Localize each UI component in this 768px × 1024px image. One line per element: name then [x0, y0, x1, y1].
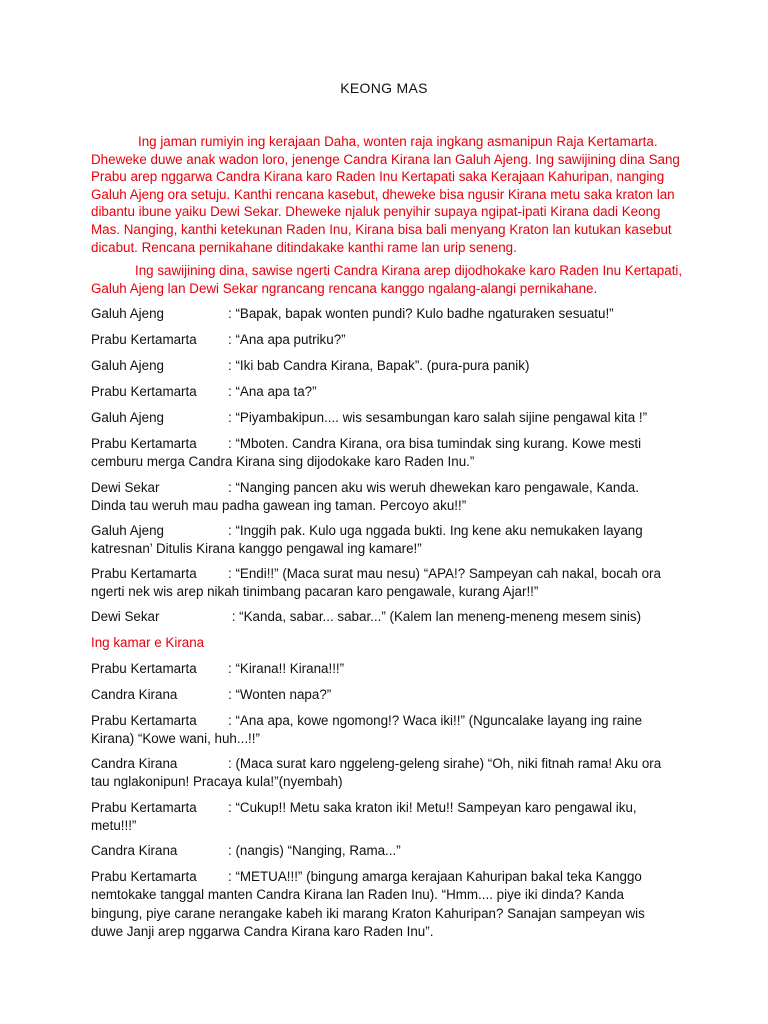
speaker-name: Candra Kirana — [91, 687, 178, 702]
speaker-name: Prabu Kertamarta — [91, 661, 197, 676]
dialogue-line — [91, 686, 691, 704]
dialogue-line — [91, 357, 691, 375]
dialogue-continuation: metu!!!” — [91, 818, 137, 834]
speaker-name: Prabu Kertamarta — [91, 436, 197, 451]
dialogue-text: : “Ana apa ta?” — [228, 384, 317, 399]
dialogue-text: : “Ana apa putriku?” — [228, 332, 346, 347]
speaker-name: Candra Kirana — [91, 843, 178, 858]
speaker-name: Galuh Ajeng — [91, 358, 164, 373]
speaker-name: Dewi Sekar — [91, 480, 160, 495]
dialogue-continuation: Dinda tau weruh mau padha gawean ing taman. Percoyo aku!!” — [91, 498, 467, 514]
speaker-name: Galuh Ajeng — [91, 306, 164, 321]
dialogue-text: : “Kirana!! Kirana!!!” — [228, 661, 345, 676]
dialogue-continuation: nemtokake tanggal manten Candra Kirana lan Raden Inu). “Hmm.... piye iki dinda? Kanda — [91, 887, 624, 903]
dialogue-line — [91, 712, 691, 749]
speaker-name: Prabu Kertamarta — [91, 566, 197, 581]
dialogue-continuation: cemburu merga Candra Kirana sing dijodokake karo Raden Inu.” — [91, 454, 475, 470]
dialogue-line — [91, 565, 691, 602]
dialogue-continuation: katresnan’ Ditulis Kirana kanggo pengawal ing kamare!” — [91, 541, 422, 557]
dialogue-continuation: Kirana) “Kowe wani, huh...!!” — [91, 731, 260, 747]
speaker-name: Galuh Ajeng — [91, 410, 164, 425]
dialogue-line — [91, 799, 691, 836]
dialogue-line — [91, 479, 691, 516]
dialogue-text: : (nangis) “Nanging, Rama...” — [228, 843, 401, 858]
dialogue-text: : “Bapak, bapak wonten pundi? Kulo badhe ngaturaken sesuatu!” — [228, 306, 614, 321]
dialogue-text: : “Cukup!! Metu saka kraton iki! Metu!! Sampeyan karo pengawal iku, — [228, 800, 637, 815]
dialogue-line — [91, 842, 691, 860]
dialogue-text: : “METUA!!!” (bingung amarga kerajaan Kahuripan bakal teka Kanggo — [228, 869, 642, 884]
dialogue-continuation: duwe Janji arep nggarwa Candra Kirana karo Raden Inu”. — [91, 924, 434, 940]
speaker-name: Prabu Kertamarta — [91, 384, 197, 399]
speaker-name: Galuh Ajeng — [91, 523, 164, 538]
dialogue-text: : (Maca surat karo nggeleng-geleng sirahe) “Oh, niki fitnah rama! Aku ora — [228, 756, 662, 771]
dialogue-line — [91, 660, 691, 678]
intro-paragraph-1: Ing jaman rumiyin ing kerajaan Daha, wonten raja ingkang asmanipun Raja Kertamarta. Dheweke duwe anak wadon loro, jenenge Candra Kirana lan Galuh Ajeng. Ing sawijining dina Sang Prabu arep nggarwa Candra Kirana karo Raden Inu Kertapati saka Kerajaan Kahuripan, nanging Galuh Ajeng ora setuju. Kanthi rencana kasebut, dheweke bisa ngusir Kirana metu saka kraton lan dibantu ibune yaiku Dewi Sekar. Dheweke njaluk penyihir supaya ngipat-ipati Kirana dadi Keong Mas. Nanging, kanthi ketekunan Raden Inu, Kirana bisa bali menyang Kraton lan kutukan kasebut dicabut. Rencana pernikahane ditindakake kanthi rame lan urip seneng. — [91, 134, 680, 255]
dialogue-continuation: bingung, piye carane nerangake kabeh iki marang Kraton Kahuripan? Sanajan sampeyan wis — [91, 905, 645, 921]
dialogue-text: : “Nanging pancen aku wis weruh dhewekan karo pengawale, Kanda. — [228, 480, 639, 495]
dialogue-line — [91, 608, 691, 626]
dialogue-text: : “Wonten napa?” — [228, 687, 332, 702]
dialogue-text: : “Piyambakipun.... wis sesambungan karo salah sijine pengawal kita !” — [228, 410, 648, 425]
dialogue-line — [91, 383, 691, 401]
dialogue-line — [91, 435, 691, 472]
dialogue-text: : “Mboten. Candra Kirana, ora bisa tumindak sing kurang. Kowe mesti — [228, 436, 642, 451]
dialogue-text: : “Ana apa, kowe ngomong!? Waca iki!!” (Nguncalake layang ing raine — [228, 713, 643, 728]
dialogue-text: : “Iki bab Candra Kirana, Bapak”. (pura-pura panik) — [228, 358, 530, 373]
speaker-name: Prabu Kertamarta — [91, 332, 197, 347]
dialogue-line — [91, 331, 691, 349]
speaker-name: Prabu Kertamarta — [91, 869, 197, 884]
dialogue-line — [91, 868, 691, 942]
dialogue-line — [91, 755, 691, 792]
dialogue-line — [91, 409, 691, 427]
speaker-name: Prabu Kertamarta — [91, 800, 197, 815]
dialogue-line — [91, 522, 691, 559]
speaker-name: Candra Kirana — [91, 756, 178, 771]
speaker-name: Prabu Kertamarta — [91, 713, 197, 728]
speaker-name: Dewi Sekar — [91, 609, 160, 624]
scene-heading: Ing kamar e Kirana — [91, 635, 205, 650]
intro-paragraph-2: Ing sawijining dina, sawise ngerti Candra Kirana arep dijodhokake karo Raden Inu Kertapati, Galuh Ajeng lan Dewi Sekar ngrancang rencana kanggo ngalang-alangi pernikahane. — [91, 263, 683, 296]
document-title: KEONG MAS — [340, 80, 428, 96]
dialogue-text: : “Kanda, sabar... sabar...” (Kalem lan meneng-meneng mesem sinis) — [228, 609, 642, 624]
dialogue-line — [91, 305, 691, 323]
dialogue-text: : “Inggih pak. Kulo uga nggada bukti. Ing kene aku nemukaken layang — [228, 523, 643, 538]
dialogue-continuation: tau nglakonipun! Pracaya kula!”(nyembah) — [91, 774, 343, 790]
dialogue-text: : “Endi!!” (Maca surat mau nesu) “APA!? Sampeyan cah nakal, bocah ora — [228, 566, 661, 581]
dialogue-continuation: ngerti nek wis arep nikah tinimbang pacaran karo pengawale, kurang Ajar!!” — [91, 584, 539, 600]
